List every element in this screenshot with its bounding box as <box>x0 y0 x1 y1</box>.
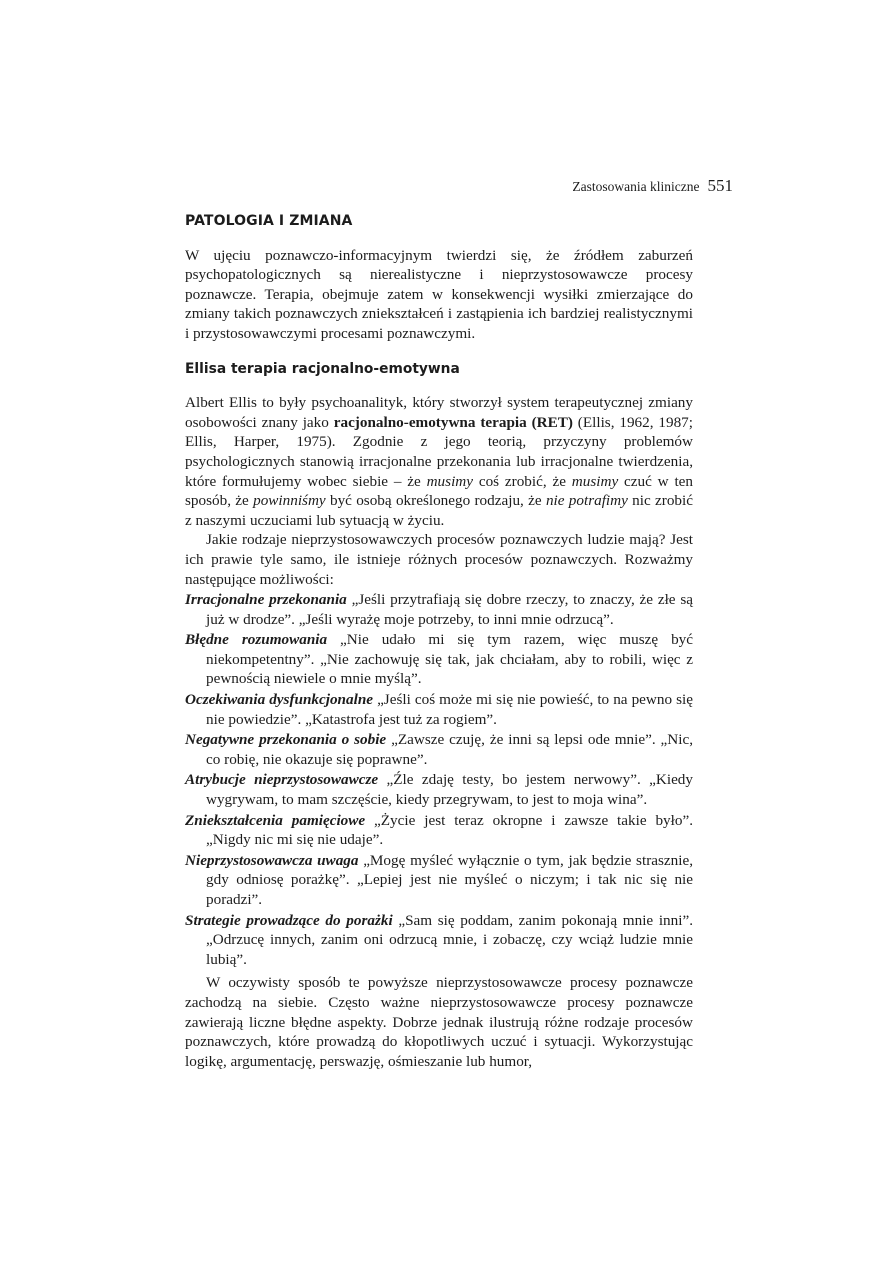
running-header-title: Zastosowania kliniczne <box>572 179 700 194</box>
question-paragraph: Jakie rodzaje nieprzystosowawczych procesów poznawczych ludzie mają? Jest ich prawie tyle samo, ile istnieje różnych procesów poznawczych. Rozważmy następujące możliwości: <box>185 531 693 588</box>
list-item-text: „Zawsze czuję, że inni są lepsi ode mnie”. „Nic, co robię, nie okazuje się poprawne”. <box>206 731 693 768</box>
list-item-term: Irracjonalne przekonania <box>185 591 347 609</box>
list-item <box>185 690 693 729</box>
list-item-term: Atrybucje nieprzystosowawcze <box>185 771 379 789</box>
list-item <box>185 630 693 689</box>
list-item <box>185 851 693 910</box>
subsection-heading: Ellisa terapia racjonalno-emotywna <box>185 360 460 377</box>
list-item-text: „Nie udało mi się tym razem, więc muszę być niekompetentny”. „Nie zachowuję się tak, jak chciałam, aby to robili, więc z pewnością niewiele o mnie myślą”. <box>206 631 693 688</box>
list-item-term: Negatywne przekonania o sobie <box>185 731 387 749</box>
list-item <box>185 590 693 629</box>
maladaptive-process-list <box>185 590 693 969</box>
running-header <box>572 176 733 196</box>
list-item-term: Oczekiwania dysfunkcjonalne <box>185 691 374 709</box>
list-item-text: „Źle zdaję testy, bo jestem nerwowy”. „Kiedy wygrywam, to mam szczęście, kiedy przegrywam, to jest to moja wina”. <box>206 771 693 809</box>
page-body <box>185 212 693 1071</box>
closing-paragraph: W oczywisty sposób te powyższe nieprzystosowawcze procesy poznawcze zachodzą na siebie. Często ważne nieprzystosowawcze procesy poznawcze zawierają liczne błędne aspekty. Dobrze jednak ilustrują różne rodzaje procesów poznawczych, które prowadzą do kłopotliwych uczuć i sytuacji. Wykorzystując logikę, argumentację, perswazję, ośmieszanie lub humor, <box>185 974 693 1070</box>
list-item-term: Nieprzystosowawcza uwaga <box>185 851 359 869</box>
list-item <box>185 730 693 769</box>
list-item-text: „Mogę myśleć wyłącznie o tym, jak będzie strasznie, gdy odniosę porażkę”. „Lepiej jest nie myśleć o niczym; i tak nic się nie poradzi”. <box>206 851 693 908</box>
page-number: 551 <box>707 176 733 195</box>
list-item-text: „Życie jest teraz okropne i zawsze takie było”. „Nigdy nic mi się nie udaje”. <box>206 811 693 849</box>
list-item-text: „Jeśli coś może mi się nie powieść, to na pewno się nie powiedzie”. „Katastrofa jest tuż za rogiem”. <box>206 691 693 728</box>
list-item <box>185 911 693 970</box>
list-item <box>185 811 693 850</box>
list-item-term: Zniekształcenia pamięciowe <box>185 811 366 829</box>
list-item <box>185 770 693 809</box>
ret-term: racjonalno-emotywna terapia (RET) <box>333 413 573 431</box>
section-heading: PATOLOGIA I ZMIANA <box>185 213 353 229</box>
list-item-term: Strategie prowadzące do porażki <box>185 911 393 929</box>
list-item-text: „Jeśli przytrafiają się dobre rzeczy, to znaczy, że złe są już w drodze”. „Jeśli wyrażę moje potrzeby, to inni mnie odrzucą”. <box>206 591 693 628</box>
list-item-term: Błędne rozumowania <box>185 631 328 649</box>
intro-paragraph: W ujęciu poznawczo-informacyjnym twierdzi się, że źródłem zaburzeń psychopatologicznych są nierealistyczne i nieprzystosowawcze procesy poznawcze. Terapia, obejmuje zatem w konsekwencji wysiłki zmierzające do zmiany takich poznawczych zniekształceń i zastąpienia ich bardziej realistycznymi i przystosowawczymi procesami poznawczymi. <box>185 246 693 342</box>
ellis-paragraph: Albert Ellis to były psychoanalityk, który stworzył system terapeutycznej zmiany osobowości znany jako racjonalno-emotywna terapia (RET) (Ellis, 1962, 1987; Ellis, Harper, 1975). Zgodnie z jego teorią, przyczyny problemów psychologicznych stanowią irracjonalne przekonania lub irracjonalne twierdzenia, które formułujemy wobec siebie – że musimy coś zrobić, że musimy czuć w ten sposób, że powinniśmy być osobą określonego rodzaju, że nie potrafimy nic zrobić z naszymi uczuciami lub sytuacją w życiu. <box>185 394 694 529</box>
list-item-text: „Sam się poddam, zanim pokonają mnie inni”. „Odrzucę innych, zanim oni odrzucą mnie, i zobaczę, czy wciąż ludzie mnie lubią”. <box>206 911 693 968</box>
